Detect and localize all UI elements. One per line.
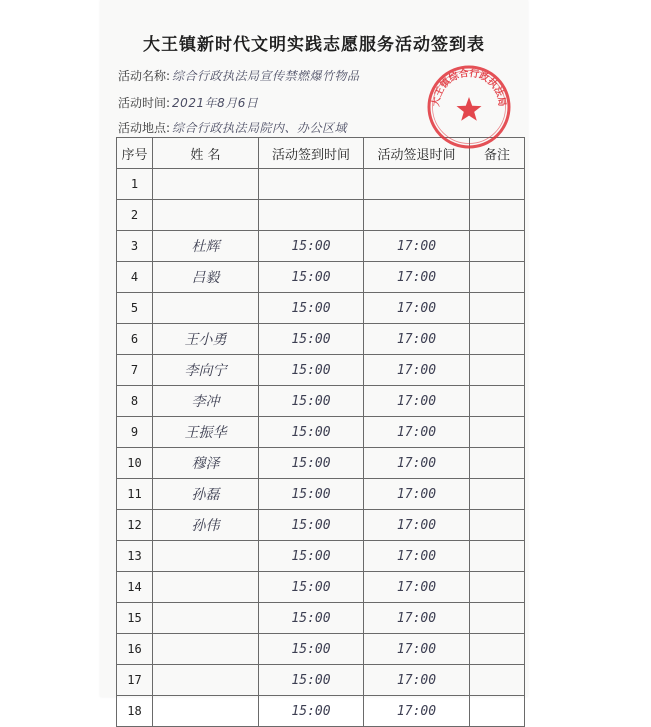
row-note xyxy=(470,386,525,417)
row-signin-time: 15:00 xyxy=(259,572,364,603)
row-signout-time: 17:00 xyxy=(364,634,470,665)
row-signout-time: 17:00 xyxy=(364,479,470,510)
row-number: 17 xyxy=(117,665,153,696)
table-row xyxy=(117,231,525,262)
row-number: 12 xyxy=(117,510,153,541)
row-number: 1 xyxy=(117,169,153,200)
table-row xyxy=(117,696,525,727)
row-signout-time xyxy=(364,200,470,231)
row-note xyxy=(470,231,525,262)
activity-place-value: 综合行政执法局院内、办公区域 xyxy=(172,121,348,135)
row-note xyxy=(470,603,525,634)
row-signout-time: 17:00 xyxy=(364,262,470,293)
table-row xyxy=(117,169,525,200)
activity-name-label: 活动名称: xyxy=(118,69,171,83)
table-row xyxy=(117,293,525,324)
table-row xyxy=(117,572,525,603)
table-row xyxy=(117,541,525,572)
row-note xyxy=(470,479,525,510)
row-signout-time: 17:00 xyxy=(364,510,470,541)
activity-time-label: 活动时间: xyxy=(118,96,171,110)
signin-table xyxy=(116,137,525,727)
row-name xyxy=(153,169,259,200)
row-signin-time: 15:00 xyxy=(259,262,364,293)
row-name xyxy=(153,293,259,324)
row-name xyxy=(153,200,259,231)
row-note xyxy=(470,510,525,541)
row-signout-time: 17:00 xyxy=(364,665,470,696)
table-row xyxy=(117,665,525,696)
row-signout-time: 17:00 xyxy=(364,417,470,448)
row-name: 孙伟 xyxy=(153,510,259,541)
activity-place-label: 活动地点: xyxy=(118,121,171,135)
row-signout-time: 17:00 xyxy=(364,355,470,386)
row-signin-time: 15:00 xyxy=(259,479,364,510)
header-no: 序号 xyxy=(117,138,153,169)
row-signout-time: 17:00 xyxy=(364,541,470,572)
row-name: 李向宁 xyxy=(153,355,259,386)
table-row xyxy=(117,510,525,541)
row-name xyxy=(153,603,259,634)
table-row xyxy=(117,417,525,448)
row-signout-time: 17:00 xyxy=(364,448,470,479)
row-number: 16 xyxy=(117,634,153,665)
row-signin-time: 15:00 xyxy=(259,231,364,262)
table-body xyxy=(117,169,525,727)
official-seal xyxy=(426,64,512,150)
row-signin-time xyxy=(259,200,364,231)
sheet-title: 大王镇新时代文明实践志愿服务活动签到表 xyxy=(143,35,485,55)
row-note xyxy=(470,417,525,448)
row-signout-time xyxy=(364,169,470,200)
row-note xyxy=(470,572,525,603)
row-signin-time: 15:00 xyxy=(259,293,364,324)
activity-name-line xyxy=(118,67,360,84)
table-row xyxy=(117,200,525,231)
row-note xyxy=(470,448,525,479)
row-signout-time: 17:00 xyxy=(364,231,470,262)
row-name: 李冲 xyxy=(153,386,259,417)
seal-text: 大王镇综合行政执法局 xyxy=(430,68,508,108)
row-number: 2 xyxy=(117,200,153,231)
table-row xyxy=(117,603,525,634)
row-name: 孙磊 xyxy=(153,479,259,510)
row-signin-time: 15:00 xyxy=(259,665,364,696)
row-signin-time: 15:00 xyxy=(259,510,364,541)
table-row xyxy=(117,262,525,293)
seal-star-icon xyxy=(457,97,482,121)
row-name: 穆泽 xyxy=(153,448,259,479)
row-note xyxy=(470,169,525,200)
table-row xyxy=(117,324,525,355)
row-number: 18 xyxy=(117,696,153,727)
table-row xyxy=(117,479,525,510)
activity-time-line xyxy=(118,94,258,111)
row-note xyxy=(470,696,525,727)
row-signout-time: 17:00 xyxy=(364,324,470,355)
row-note xyxy=(470,541,525,572)
row-number: 4 xyxy=(117,262,153,293)
row-signin-time: 15:00 xyxy=(259,696,364,727)
row-signout-time: 17:00 xyxy=(364,572,470,603)
activity-name-value: 综合行政执法局宣传禁燃爆竹物品 xyxy=(172,69,360,83)
row-number: 8 xyxy=(117,386,153,417)
table-row xyxy=(117,355,525,386)
row-signin-time: 15:00 xyxy=(259,417,364,448)
row-number: 13 xyxy=(117,541,153,572)
row-number: 11 xyxy=(117,479,153,510)
row-note xyxy=(470,262,525,293)
header-signout-time: 活动签退时间 xyxy=(364,138,470,169)
row-number: 3 xyxy=(117,231,153,262)
row-signin-time: 15:00 xyxy=(259,386,364,417)
row-name xyxy=(153,572,259,603)
row-number: 6 xyxy=(117,324,153,355)
row-note xyxy=(470,634,525,665)
row-note xyxy=(470,665,525,696)
row-signin-time: 15:00 xyxy=(259,448,364,479)
row-note xyxy=(470,324,525,355)
header-signin-time: 活动签到时间 xyxy=(259,138,364,169)
row-name xyxy=(153,541,259,572)
row-signout-time: 17:00 xyxy=(364,293,470,324)
table-row xyxy=(117,386,525,417)
row-signin-time: 15:00 xyxy=(259,355,364,386)
row-name: 杜辉 xyxy=(153,231,259,262)
row-signin-time: 15:00 xyxy=(259,541,364,572)
row-name: 吕毅 xyxy=(153,262,259,293)
row-signin-time xyxy=(259,169,364,200)
row-number: 7 xyxy=(117,355,153,386)
row-note xyxy=(470,355,525,386)
row-signout-time: 17:00 xyxy=(364,603,470,634)
row-signin-time: 15:00 xyxy=(259,634,364,665)
row-signout-time: 17:00 xyxy=(364,386,470,417)
row-name: 王振华 xyxy=(153,417,259,448)
row-number: 5 xyxy=(117,293,153,324)
row-name xyxy=(153,634,259,665)
row-name xyxy=(153,696,259,727)
table-row xyxy=(117,448,525,479)
activity-place-line xyxy=(118,119,347,136)
row-note xyxy=(470,293,525,324)
row-number: 15 xyxy=(117,603,153,634)
row-signin-time: 15:00 xyxy=(259,324,364,355)
row-number: 9 xyxy=(117,417,153,448)
header-note: 备注 xyxy=(470,138,525,169)
row-number: 14 xyxy=(117,572,153,603)
row-name xyxy=(153,665,259,696)
row-signout-time: 17:00 xyxy=(364,696,470,727)
row-name: 王小勇 xyxy=(153,324,259,355)
header-name: 姓 名 xyxy=(153,138,259,169)
row-signin-time: 15:00 xyxy=(259,603,364,634)
table-row xyxy=(117,634,525,665)
row-number: 10 xyxy=(117,448,153,479)
row-note xyxy=(470,200,525,231)
activity-time-value: 2021年8月6日 xyxy=(172,96,259,110)
